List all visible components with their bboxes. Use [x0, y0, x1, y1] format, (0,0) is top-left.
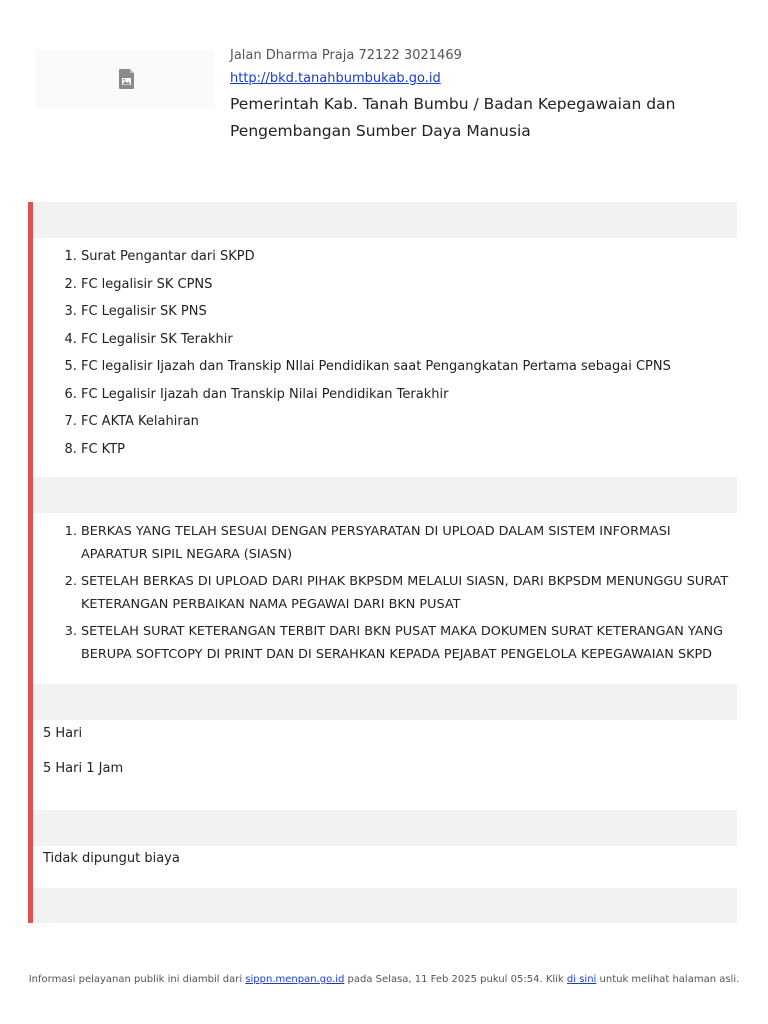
address: Jalan Dharma Praja 72122 3021469 — [230, 48, 462, 63]
section-header-duration — [33, 684, 737, 720]
list-item: 3. FC Legalisir SK PNS — [81, 298, 741, 326]
list-item: 4. FC Legalisir SK Terakhir — [81, 326, 741, 354]
list-item: 3. SETELAH SURAT KETERANGAN TERBIT DARI BKN PUSAT MAKA DOKUMEN SURAT KETERANGAN YANG BERUPA SOFTCOPY DI PRINT DAN DI SERAHKAN KEPADA PEJABAT PENGELOLA KEPEGAWAIAN SKPD — [81, 620, 741, 666]
page-header — [0, 0, 768, 160]
original-page-link[interactable]: di sini — [566, 974, 597, 985]
section-header-cost — [33, 810, 737, 846]
requirements-list — [43, 243, 741, 463]
image-placeholder-icon — [118, 68, 136, 90]
footer-prefix: Informasi pelayanan publik ini diambil dari — [28, 974, 243, 985]
duration-value-2: 5 Hari 1 Jam — [43, 761, 124, 776]
service-content — [28, 202, 737, 923]
website-link[interactable]: http://bkd.tanahbumbukab.go.id — [230, 71, 441, 86]
list-item: 7. FC AKTA Kelahiran — [81, 408, 741, 436]
logo-placeholder — [36, 50, 214, 108]
section-header-empty — [33, 888, 737, 923]
source-link[interactable]: sippn.menpan.go.id — [245, 974, 345, 985]
section-header-requirements — [33, 202, 737, 238]
cost-value: Tidak dipungut biaya — [43, 851, 180, 866]
organization-line-1: Pemerintah Kab. Tanah Bumbu / Badan Kepegawaian dan — [230, 95, 676, 113]
list-item: 8. FC KTP — [81, 436, 741, 464]
list-item: 1. Surat Pengantar dari SKPD — [81, 243, 741, 271]
procedure-list — [43, 520, 741, 670]
footer-note — [0, 972, 768, 988]
list-item: 5. FC legalisir Ijazah dan Transkip NIlai Pendidikan saat Pengangkatan Pertama sebagai CPNS — [81, 353, 741, 381]
organization-name — [230, 91, 740, 145]
list-item: 2. SETELAH BERKAS DI UPLOAD DARI PIHAK BKPSDM MELALUI SIASN, DARI BKPSDM MENUNGGU SURAT KETERANGAN PERBAIKAN NAMA PEGAWAI DARI BKN PUSAT — [81, 570, 741, 616]
list-item: 2. FC legalisir SK CPNS — [81, 271, 741, 299]
footer-suffix: untuk melihat halaman asli. — [599, 974, 740, 985]
organization-line-2: Pengembangan Sumber Daya Manusia — [230, 122, 531, 140]
footer-middle: pada Selasa, 11 Feb 2025 pukul 05:54. Klik — [347, 974, 564, 985]
list-item: 6. FC Legalisir Ijazah dan Transkip Nilai Pendidikan Terakhir — [81, 381, 741, 409]
duration-value-1: 5 Hari — [43, 726, 83, 741]
section-header-procedure — [33, 477, 737, 513]
list-item: 1. BERKAS YANG TELAH SESUAI DENGAN PERSYARATAN DI UPLOAD DALAM SISTEM INFORMASI APARATUR SIPIL NEGARA (SIASN) — [81, 520, 741, 566]
header-info — [230, 46, 740, 145]
